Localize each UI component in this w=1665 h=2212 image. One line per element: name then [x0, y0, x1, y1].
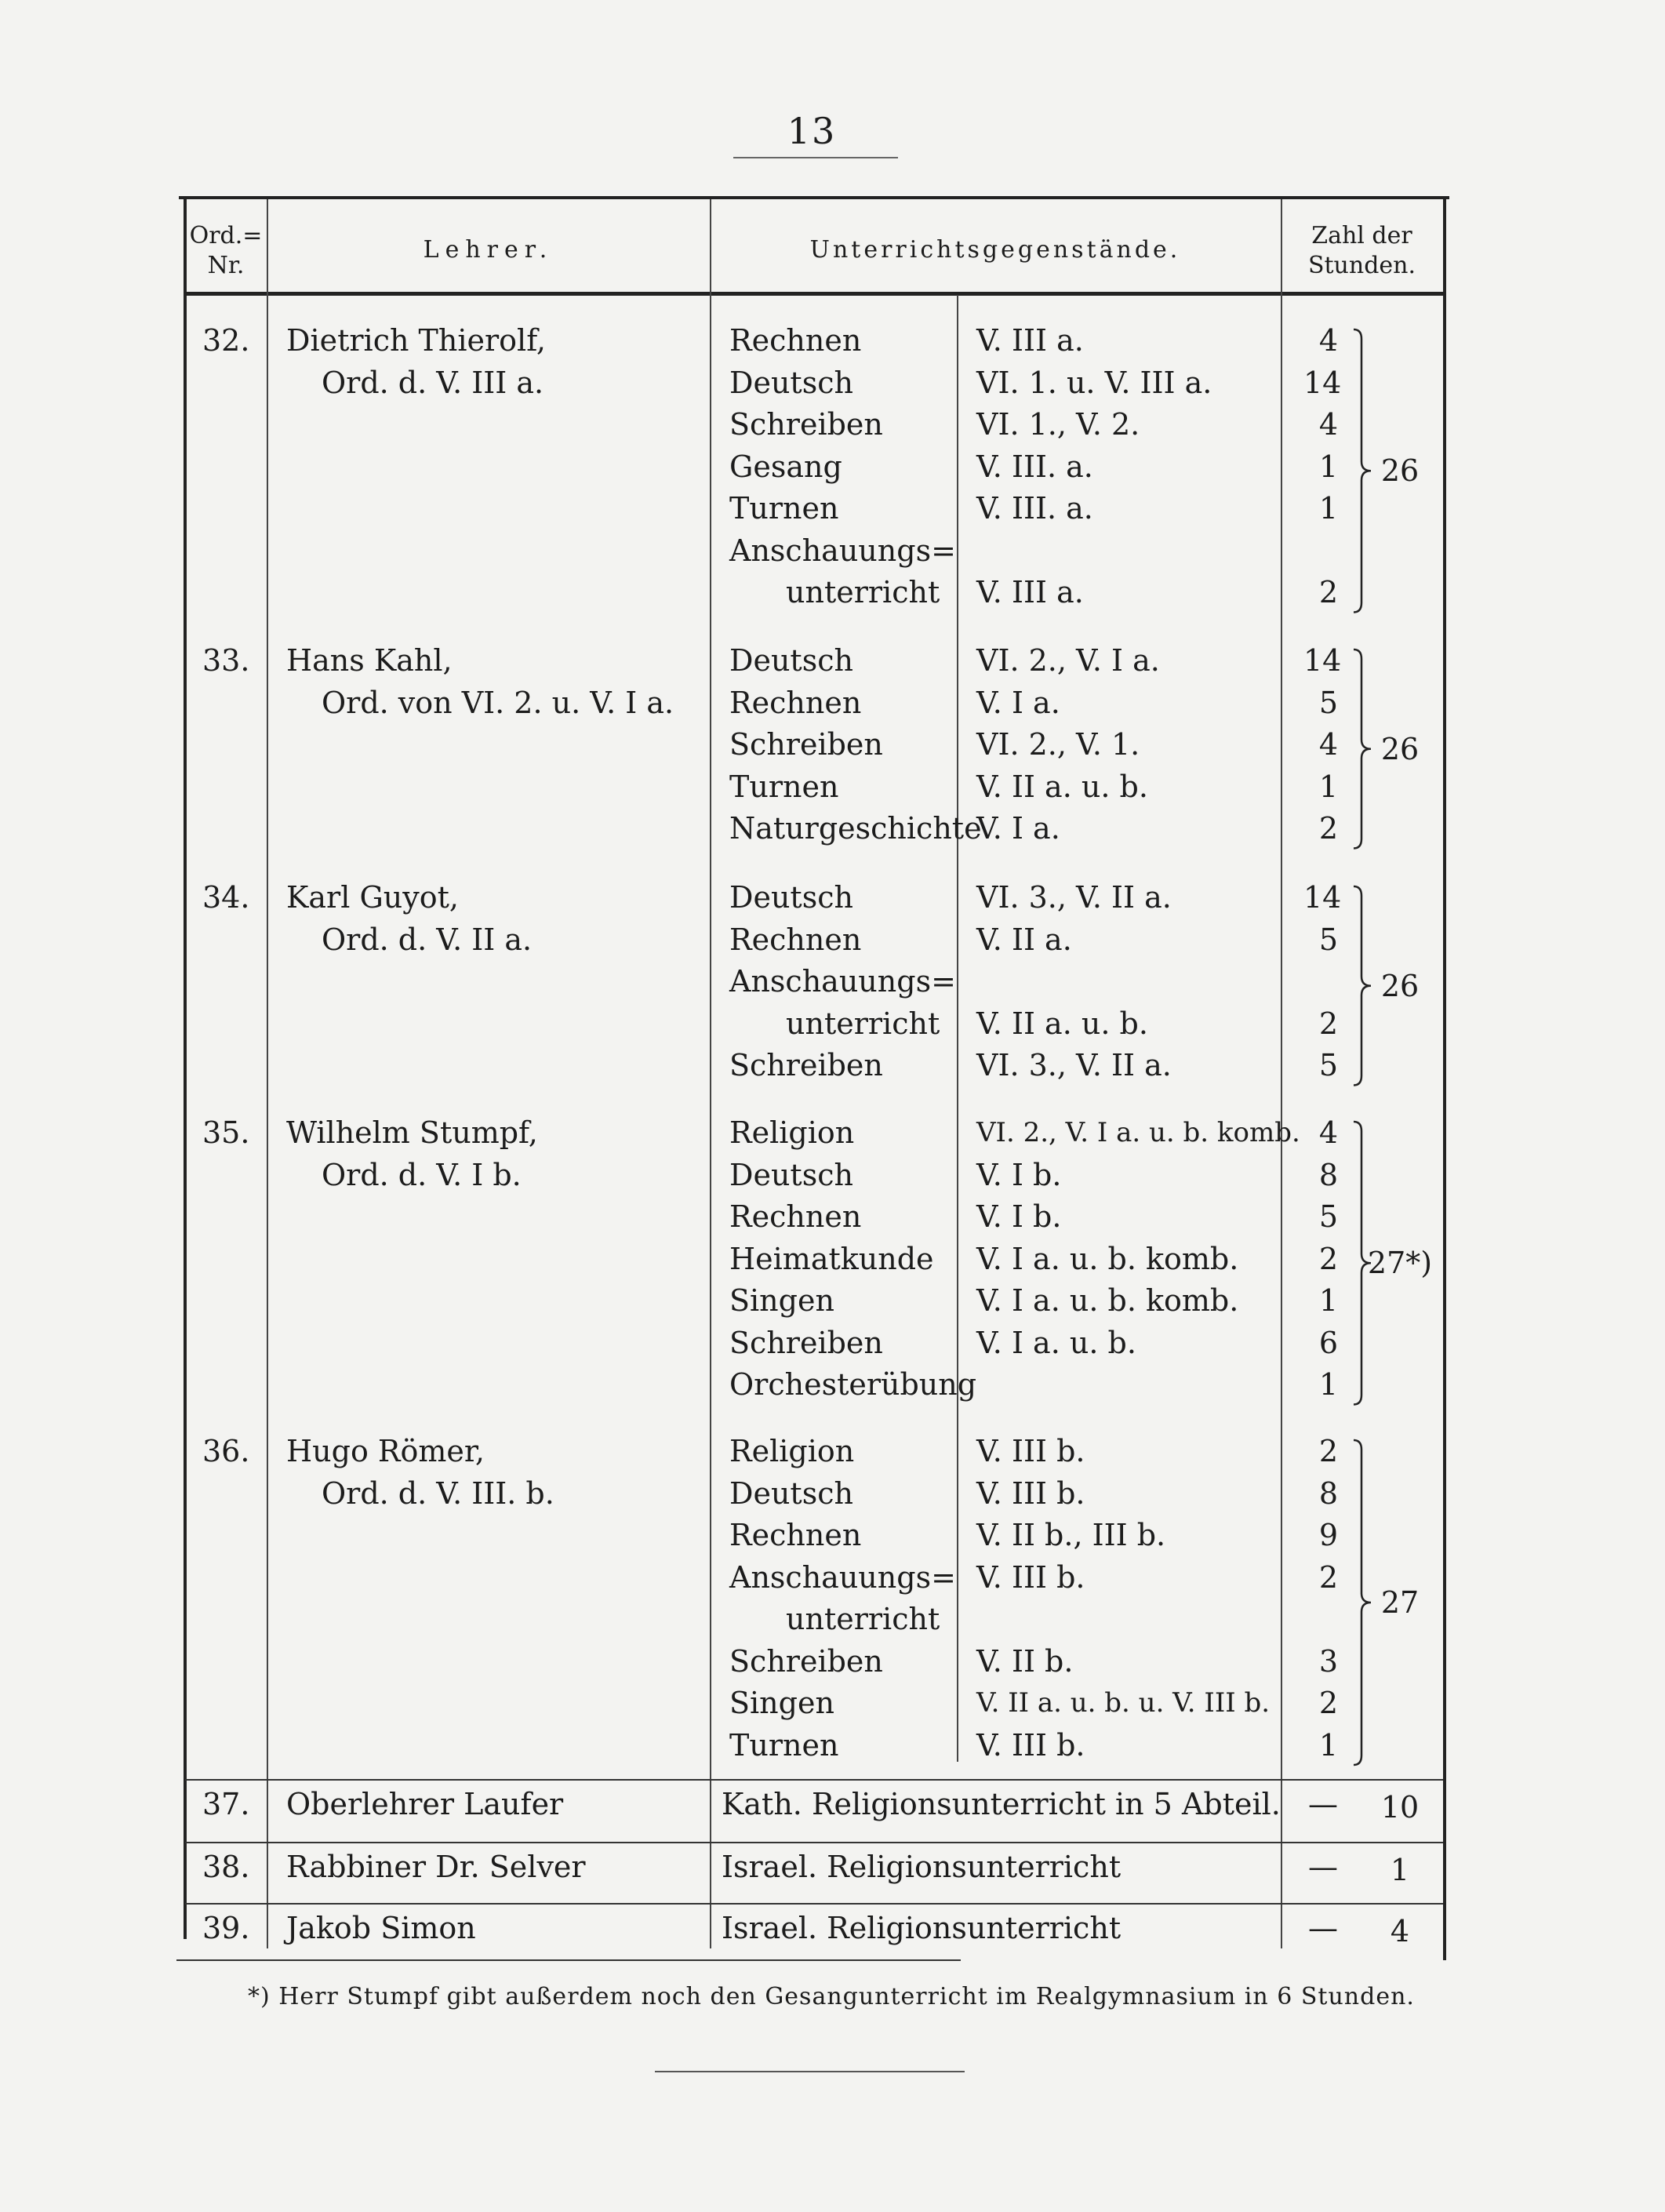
subject-cell: Orchesterübung: [729, 1367, 977, 1402]
subject-cell: Deutsch: [729, 643, 853, 678]
page-number-rule: [733, 157, 898, 158]
subject-cell: Religion: [729, 1434, 855, 1468]
header-ord-nr: [185, 221, 267, 281]
subject-cell: Rechnen: [729, 323, 862, 358]
hours-cell: 5: [1318, 685, 1338, 720]
class-cell: VI. 2., V. 1.: [976, 727, 1140, 762]
class-cell: V. II a. u. b. u. V. III b.: [976, 1687, 1271, 1719]
hours-cell: 1: [1318, 1367, 1338, 1402]
class-cell: V. III b.: [976, 1434, 1085, 1468]
hours-cell: 4: [1318, 727, 1338, 762]
class-cell: V. III. a.: [976, 449, 1093, 484]
hours-cell: 3: [1318, 1643, 1338, 1679]
teacher-name: Dietrich Thierolf,: [286, 323, 546, 358]
class-cell: VI. 3., V. II a.: [976, 880, 1172, 915]
class-cell: VI. 1. u. V. III a.: [976, 365, 1212, 400]
group-total-hours: 26: [1380, 968, 1420, 1003]
teacher-role: Ord. d. V. III a.: [322, 365, 544, 400]
subject-cell: Anschauungs=: [729, 533, 956, 568]
subject-cell: Deutsch: [729, 1475, 853, 1511]
subject-cell: Deutsch: [729, 880, 853, 915]
table-bottom-rule: [176, 1959, 961, 1961]
teacher-name: Hugo Römer,: [286, 1434, 485, 1468]
column-divider-teacher: [710, 199, 711, 1948]
subject-cell: Turnen: [729, 1727, 839, 1763]
row-separator: [185, 1779, 1443, 1781]
class-cell: V. II b.: [976, 1643, 1074, 1679]
column-divider-nr: [267, 199, 268, 1948]
teacher-number: 39.: [202, 1911, 250, 1945]
column-divider-class: [957, 295, 958, 1762]
table-top-rule: [179, 196, 1449, 199]
hours-cell: 4: [1318, 1115, 1338, 1150]
hours-cell: 14: [1303, 643, 1342, 678]
subject-cell: Religion: [729, 1115, 855, 1150]
teacher-role: Ord. d. V. III. b.: [322, 1475, 554, 1511]
teacher-name: Jakob Simon: [286, 1911, 476, 1945]
hours-cell: 2: [1318, 1686, 1338, 1720]
hours-cell: 2: [1318, 1006, 1338, 1041]
hours-cell: 5: [1318, 922, 1338, 957]
hours-cell: 2: [1318, 811, 1338, 846]
subject-cell: Schreiben: [729, 407, 883, 442]
teacher-number: 32.: [202, 323, 250, 358]
group-total-hours: 10: [1380, 1790, 1420, 1825]
subject-cell: Turnen: [729, 769, 839, 804]
header-ord-nr-line2: Nr.: [207, 252, 245, 279]
hours-cell: 9: [1318, 1518, 1338, 1552]
teacher-role: Ord. von VI. 2. u. V. I a.: [322, 685, 674, 720]
class-cell: V. I b.: [976, 1199, 1062, 1234]
footnote-rule: [655, 2071, 965, 2072]
subject-cell: Schreiben: [729, 727, 883, 762]
class-cell: V. III a.: [976, 575, 1084, 609]
class-cell: V. II a. u. b.: [976, 1006, 1148, 1041]
class-cell: V. II a.: [976, 922, 1072, 957]
hours-cell: —: [1308, 1787, 1338, 1821]
hours-cell: 2: [1318, 575, 1338, 609]
subject-cell: unterricht: [786, 1602, 940, 1636]
teacher-number: 37.: [202, 1787, 250, 1821]
class-cell: V. II b., III b.: [976, 1518, 1166, 1552]
teacher-number: 35.: [202, 1115, 250, 1150]
hours-cell: 4: [1318, 323, 1338, 358]
teacher-name: Karl Guyot,: [286, 880, 459, 915]
class-cell: V. III b.: [976, 1475, 1085, 1511]
subject-cell: Kath. Religionsunterricht in 5 Abteil.: [722, 1787, 1281, 1821]
header-stunden-line1: Zahl der: [1311, 222, 1412, 249]
subject-cell: Schreiben: [729, 1048, 883, 1082]
subject-cell: Rechnen: [729, 1199, 862, 1234]
teacher-number: 38.: [202, 1850, 250, 1884]
hours-cell: 4: [1318, 407, 1338, 442]
subject-cell: Singen: [729, 1686, 834, 1720]
hours-cell: 1: [1318, 1727, 1338, 1763]
teacher-number: 33.: [202, 643, 250, 678]
class-cell: V. I a. u. b. komb.: [976, 1283, 1239, 1318]
row-separator: [185, 1842, 1443, 1843]
class-cell: V. I a.: [976, 811, 1060, 846]
page-number: 13: [787, 110, 837, 152]
teacher-name: Wilhelm Stumpf,: [286, 1115, 538, 1150]
subject-cell: Gesang: [729, 449, 842, 484]
hours-cell: 8: [1318, 1475, 1338, 1511]
header-stunden: [1281, 221, 1443, 281]
hours-cell: 1: [1318, 769, 1338, 804]
table-left-border: [184, 199, 187, 1939]
subject-cell: Israel. Religionsunterricht: [722, 1911, 1122, 1945]
class-cell: V. III b.: [976, 1727, 1085, 1763]
subject-cell: Anschauungs=: [729, 1559, 956, 1595]
hours-cell: 2: [1318, 1434, 1338, 1468]
subject-cell: Schreiben: [729, 1643, 883, 1679]
class-cell: V. III. a.: [976, 491, 1093, 526]
subject-cell: Rechnen: [729, 1518, 862, 1552]
row-separator: [185, 1903, 1443, 1905]
group-total-hours: 26: [1380, 453, 1420, 489]
class-cell: V. III a.: [976, 323, 1084, 358]
subject-cell: Heimatkunde: [729, 1241, 934, 1276]
class-cell: VI. 3., V. II a.: [976, 1048, 1172, 1082]
class-cell: V. I a. u. b. komb.: [976, 1241, 1239, 1276]
class-cell: V. I a. u. b.: [976, 1325, 1136, 1360]
group-total-hours: 1: [1390, 1853, 1410, 1887]
subject-cell: unterricht: [786, 1006, 940, 1041]
hours-cell: 2: [1318, 1241, 1338, 1276]
hours-cell: 1: [1318, 449, 1338, 484]
hours-cell: 8: [1318, 1157, 1338, 1192]
teacher-role: Ord. d. V. II a.: [322, 922, 533, 957]
hours-cell: 1: [1318, 491, 1338, 526]
class-cell: VI. 2., V. I a.: [976, 643, 1160, 678]
hours-cell: 14: [1303, 365, 1342, 400]
subject-cell: unterricht: [786, 575, 940, 609]
hours-cell: —: [1308, 1850, 1338, 1884]
class-cell: VI. 2., V. I a. u. b. komb.: [976, 1117, 1300, 1148]
subject-cell: Deutsch: [729, 1157, 853, 1192]
header-gegenstaende: Unterrichtsgegenstände.: [809, 236, 1181, 264]
column-divider-hours: [1281, 199, 1282, 1948]
group-total-hours: 27*): [1367, 1246, 1433, 1281]
header-bottom-rule: [185, 292, 1446, 296]
hours-cell: 5: [1318, 1199, 1338, 1234]
subject-cell: Rechnen: [729, 685, 862, 720]
hours-cell: 5: [1318, 1048, 1338, 1082]
subject-cell: Naturgeschichte: [729, 811, 982, 846]
subject-cell: Deutsch: [729, 365, 853, 400]
teacher-name: Oberlehrer Laufer: [286, 1787, 564, 1821]
teacher-name: Hans Kahl,: [286, 643, 453, 678]
class-cell: V. III b.: [976, 1559, 1085, 1595]
subject-cell: Rechnen: [729, 922, 862, 957]
subject-cell: Singen: [729, 1283, 834, 1318]
hours-cell: 6: [1318, 1325, 1338, 1360]
group-total-hours: 27: [1380, 1585, 1420, 1620]
header-lehrer: Lehrer.: [423, 236, 554, 264]
teacher-number: 36.: [202, 1434, 250, 1468]
subject-cell: Schreiben: [729, 1325, 883, 1360]
hours-cell: —: [1308, 1911, 1338, 1945]
class-cell: V. I b.: [976, 1157, 1062, 1192]
teacher-name: Rabbiner Dr. Selver: [286, 1850, 586, 1884]
header-stunden-line2: Stunden.: [1307, 252, 1416, 279]
teacher-role: Ord. d. V. I b.: [322, 1157, 522, 1192]
subject-cell: Anschauungs=: [729, 964, 956, 999]
table-right-border: [1443, 199, 1446, 1960]
subject-cell: Turnen: [729, 491, 839, 526]
class-cell: V. II a. u. b.: [976, 769, 1148, 804]
hours-cell: 14: [1303, 880, 1342, 915]
footnote: *) Herr Stumpf gibt außerdem noch den Gesangunterricht im Realgymnasium in 6 Stunden.: [248, 1983, 1415, 2010]
teacher-number: 34.: [202, 880, 250, 915]
header-ord-nr-line1: Ord.=: [189, 222, 263, 249]
group-total-hours: 26: [1380, 731, 1420, 766]
class-cell: V. I a.: [976, 685, 1060, 720]
group-total-hours: 4: [1390, 1914, 1410, 1948]
hours-cell: 2: [1318, 1559, 1338, 1595]
hours-cell: 1: [1318, 1283, 1338, 1318]
subject-cell: Israel. Religionsunterricht: [722, 1850, 1122, 1884]
class-cell: VI. 1., V. 2.: [976, 407, 1140, 442]
